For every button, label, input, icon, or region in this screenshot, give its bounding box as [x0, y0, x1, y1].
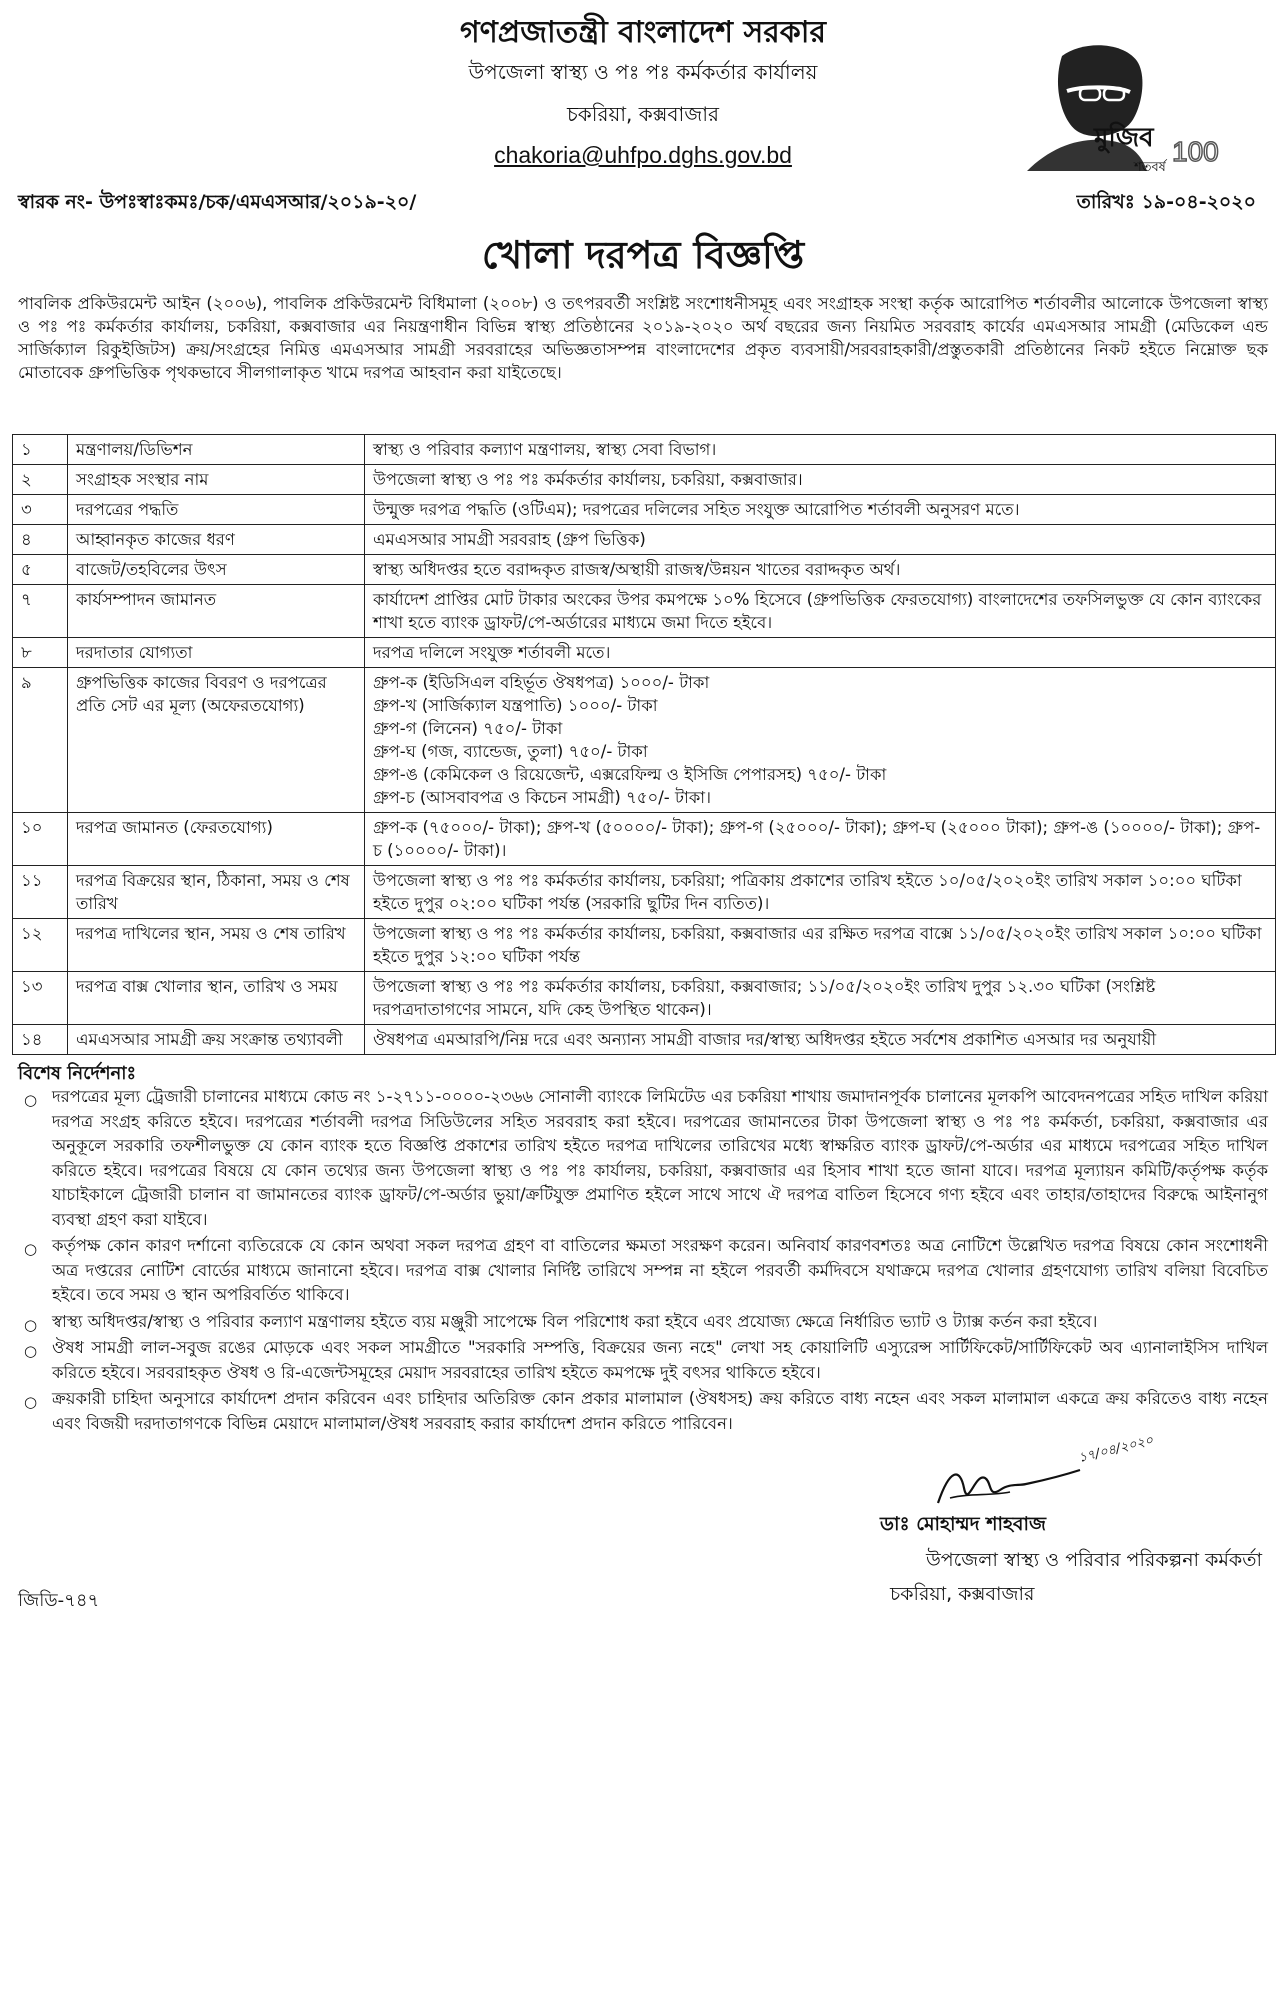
row-value-line: গ্রুপ-ক (ইডিসিএল বহির্ভূত ঔষধপত্র) ১০০০/- টাকা — [373, 673, 710, 692]
signature-date: ১৭/০৪/২০২০ — [1077, 1433, 1155, 1467]
row-label: মন্ত্রণালয়/ডিভিশন — [68, 435, 365, 465]
instruction-item — [18, 1234, 1268, 1308]
tender-details-table — [12, 434, 1276, 1055]
row-value-line: গ্রুপ-খ (সার্জিক্যাল যন্ত্রপাতি) ১০০০/- টাকা — [373, 696, 658, 715]
row-number: ১০ — [13, 813, 68, 866]
bullet-icon: ○ — [24, 1342, 38, 1360]
officer-name: ডাঃ মোহাম্মদ শাহবাজ — [880, 1513, 1047, 1535]
row-label: বাজেট/তহবিলের উৎস — [68, 555, 365, 585]
logo-script-text: মুজিব — [1094, 123, 1154, 153]
row-value — [365, 525, 1276, 555]
row-value — [365, 435, 1276, 465]
row-value-line: গ্রুপ-গ (লিনেন) ৭৫০/- টাকা — [373, 719, 563, 738]
row-value — [365, 585, 1276, 638]
row-label: আহ্বানকৃত কাজের ধরণ — [68, 525, 365, 555]
officer-designation: উপজেলা স্বাস্থ্য ও পরিবার পরিকল্পনা কর্মকর্তা — [925, 1549, 1262, 1571]
row-value-line: স্বাস্থ্য ও পরিবার কল্যাণ মন্ত্রণালয়, স্বাস্থ্য সেবা বিভাগ। — [373, 440, 717, 459]
row-value-line: উপজেলা স্বাস্থ্য ও পঃ পঃ কর্মকর্তার কার্যালয়, চকরিয়া, কক্সবাজার এর রক্ষিত দরপত্র বাক্সে ১১/০৫/২০২০ইং তারিখ সকাল ১০:০০ ঘটিকা হইতে দুপুর ১২:০০ ঘটিকা পর্যন্ত — [373, 924, 1262, 966]
row-value-line: গ্রুপ-চ (আসবাবপত্র ও কিচেন সামগ্রী) ৭৫০/- টাকা। — [373, 788, 711, 807]
row-number: ৯ — [13, 668, 68, 813]
row-value — [365, 919, 1276, 972]
row-value-line: ঔষধপত্র এমআরপি/নিম্ন দরে এবং অন্যান্য সামগ্রী বাজার দর/স্বাস্থ্য অধিদপ্তর হইতে সর্বশেষ প্রকাশিত এসআর দর অনুযায়ী — [373, 1030, 1157, 1049]
row-value-line: দরপত্র দলিলে সংযুক্ত শর্তাবলী মতে। — [373, 643, 611, 662]
table-row — [13, 585, 1276, 638]
row-label: দরপত্র জামানত (ফেরতযোগ্য) — [68, 813, 365, 866]
table-row — [13, 972, 1276, 1025]
table-row — [13, 465, 1276, 495]
bullet-icon: ○ — [24, 1091, 38, 1109]
government-title: গণপ্রজাতন্ত্রী বাংলাদেশ সরকার — [460, 15, 826, 50]
special-instructions-list — [18, 1085, 1268, 1438]
row-label: গ্রুপভিত্তিক কাজের বিবরণ ও দরপত্রের প্রতি সেট এর মূল্য (অফেরতযোগ্য) — [68, 668, 365, 813]
instruction-text: স্বাস্থ্য অধিদপ্তর/স্বাস্থ্য ও পরিবার কল্যাণ মন্ত্রণালয় হইতে ব্যয় মঞ্জুরী সাপেক্ষে বিল পরিশোধ করা হইবে এবং প্রযোজ্য ক্ষেত্রে নির্ধারিত ভ্যাট ও ট্যাক্স কর্তন করা হইবে। — [52, 1311, 1098, 1331]
row-number: ১২ — [13, 919, 68, 972]
row-value-line: গ্রুপ-ঘ (গজ, ব্যান্ডেজ, তুলা) ৭৫০/- টাকা — [373, 742, 648, 761]
instruction-text: ঔষধ সামগ্রী লাল-সবুজ রঙের মোড়কে এবং সকল সামগ্রীতে "সরকারি সম্পত্তি, বিক্রয়ের জন্য নহে" লেখা সহ কোয়ালিটি এস্যুরেন্স সার্টিফিকেট/সার্টিফিকেট অব এ্যানালাইসিস দাখিল করিতে হইবে। সরবরাহকৃত ঔষধ ও রি-এজেন্টসমূহের মেয়াদ সরবরাহের তারিখ হইতে কমপক্ষে দুই বৎসর থাকিতে হইবে। — [52, 1338, 1268, 1382]
logo-caption: শতবর্ষ — [1134, 160, 1166, 175]
row-value — [365, 866, 1276, 919]
row-value-line: গ্রুপ-ক (৭৫০০০/- টাকা); গ্রুপ-খ (৫০০০০/- টাকা); গ্রুপ-গ (২৫০০০/- টাকা); গ্রুপ-ঘ (২৫০০০ টাকা); গ্রুপ-ঙ (১০০০০/- টাকা); গ্রুপ-চ (১০০০০/- টাকা)। — [373, 818, 1261, 860]
special-instructions-heading: বিশেষ নির্দেশনাঃ — [18, 1063, 137, 1084]
instruction-text: কর্তৃপক্ষ কোন কারণ দর্শানো ব্যতিরেকে যে কোন অথবা সকল দরপত্র গ্রহণ বা বাতিলের ক্ষমতা সংরক্ষণ করেন। অনিবার্য কারণবশতঃ অত্র নোটিশে উল্লেখিত দরপত্র বিষয়ে কোন সংশোধনী অত্র দপ্তরের নোটিশ বোর্ডের মাধ্যমে জানানো হইবে। দরপত্র বাক্স খোলার নির্দিষ্ট তারিখে সম্পন্ন না হইলে পরবর্তী কর্মদিবসে যথাক্রমে দরপত্র খোলার গ্রহণযোগ্য তারিখ বলিয়া বিবেচিত হইবে। তবে সময় ও স্থান অপরিবর্তিত থাকিবে। — [52, 1236, 1268, 1304]
row-value — [365, 638, 1276, 668]
row-value-line: গ্রুপ-ঙ (কেমিকেল ও রিয়েজেন্ট, এক্সরেফিল্ম ও ইসিজি পেপারসহ) ৭৫০/- টাকা — [373, 765, 887, 784]
row-label: এমএসআর সামগ্রী ক্রয় সংক্রান্ত তথ্যাবলী — [68, 1025, 365, 1055]
issue-date: তারিখঃ ১৯-০৪-২০২০ — [1076, 191, 1256, 213]
row-value-line: স্বাস্থ্য অধিদপ্তর হতে বরাদ্দকৃত রাজস্ব/অস্থায়ী রাজস্ব/উন্নয়ন খাতের বরাদ্দকৃত অর্থ। — [373, 560, 901, 579]
row-label: কার্যসম্পাদন জামানত — [68, 585, 365, 638]
logo-number: 100 — [1172, 136, 1219, 167]
bullet-icon: ○ — [24, 1240, 38, 1258]
instruction-text: ক্রয়কারী চাহিদা অনুসারে কার্যাদেশ প্রদান করিবেন এবং চাহিদার অতিরিক্ত কোন প্রকার মালামাল (ঔষধসহ) ক্রয় করিতে বাধ্য নহেন এবং সকল মালামাল একত্রে ক্রয় করিতেও বাধ্য নহেন এবং বিজয়ী দরদাতাগণকে বিভিন্ন মেয়াদে মালামাল/ঔষধ সরবরাহ করার কার্যাদেশ প্রদান করিতে পারিবেন। — [52, 1389, 1268, 1433]
row-label: সংগ্রাহক সংস্থার নাম — [68, 465, 365, 495]
row-value-line: উপজেলা স্বাস্থ্য ও পঃ পঃ কর্মকর্তার কার্যালয়, চকরিয়া, কক্সবাজার; ১১/০৫/২০২০ইং তারিখ দুপুর ১২.৩০ ঘটিকা (সংশ্লিষ্ট দরপত্রদাতাগণের সামনে, যদি কেহ উপস্থিত থাকেন)। — [373, 977, 1156, 1019]
row-label: দরপত্র বিক্রয়ের স্থান, ঠিকানা, সময় ও শেষ তারিখ — [68, 866, 365, 919]
row-number: ৮ — [13, 638, 68, 668]
instruction-item — [18, 1387, 1268, 1436]
row-value-line: এমএসআর সামগ্রী সরবরাহ (গ্রুপ ভিত্তিক) — [373, 530, 646, 549]
memo-number: স্বারক নং- উপঃস্বাঃকমঃ/চক/এমএসআর/২০১৯-২০/ — [18, 191, 417, 213]
row-value — [365, 495, 1276, 525]
table-row — [13, 1025, 1276, 1055]
row-value — [365, 465, 1276, 495]
table-row — [13, 555, 1276, 585]
row-number: ২ — [13, 465, 68, 495]
row-value — [365, 972, 1276, 1025]
row-value — [365, 1025, 1276, 1055]
row-value-line: কার্যাদেশ প্রাপ্তির মোট টাকার অংকের উপর কমপক্ষে ১০% হিসেবে (গ্রুপভিত্তিক ফেরতযোগ্য) বাংলাদেশের তফসিলভুক্ত যে কোন ব্যাংকের শাখা হতে ব্যাংক ড্রাফট/পে-অর্ডারের মাধ্যমে জমা দিতে হইবে। — [373, 590, 1262, 632]
table-row — [13, 525, 1276, 555]
row-number: ৩ — [13, 495, 68, 525]
table-row — [13, 668, 1276, 813]
instruction-item — [18, 1085, 1268, 1232]
table-row — [13, 435, 1276, 465]
table-row — [13, 866, 1276, 919]
reference-code: জিডি-৭৪৭ — [18, 1590, 100, 1611]
row-value-line: উন্মুক্ত দরপত্র পদ্ধতি (ওটিএম); দরপত্রের দলিলের সহিত সংযুক্ত আরোপিত শর্তাবলী অনুসরণ মতে। — [373, 500, 1020, 519]
row-label: দরদাতার যোগ্যতা — [68, 638, 365, 668]
office-email[interactable]: chakoria@uhfpo.dghs.gov.bd — [494, 142, 792, 168]
bullet-icon: ○ — [24, 1315, 38, 1334]
row-number: ১৪ — [13, 1025, 68, 1055]
row-number: ১ — [13, 435, 68, 465]
row-value — [365, 668, 1276, 813]
row-value-line: উপজেলা স্বাস্থ্য ও পঃ পঃ কর্মকর্তার কার্যালয়, চকরিয়া; পত্রিকায় প্রকাশের তারিখ হইতে ১০/০৫/২০২০ইং তারিখ সকাল ১০:০০ ঘটিকা হইতে দুপুর ০২:০০ ঘটিকা পর্যন্ত (সরকারি ছুটির দিন ব্যতিত)। — [373, 871, 1242, 913]
intro-paragraph: পাবলিক প্রকিউরমেন্ট আইন (২০০৬), পাবলিক প্রকিউরমেন্ট বিধিমালা (২০০৮) ও তৎপরবর্তী সংশ্লিষ্ট সংশোধনীসমূহ এবং সংগ্রাহক সংস্থা কর্তৃক আরোপিত শর্তাবলীর আলোকে উপজেলা স্বাস্থ্য ও পঃ পঃ কর্মকর্তার কার্যালয়, চকরিয়া, কক্সবাজার এর নিয়ন্ত্রণাধীন বিভিন্ন স্বাস্থ্য প্রতিষ্ঠানের ২০১৯-২০২০ অর্থ বছরের জন্য নিয়মিত সরবরাহ কার্যের এমএসআর সামগ্রী (মেডিকেল এন্ড সার্জিক্যাল রিকুইজিটস) ক্রয়/সংগ্রহের নিমিত্ত এমএসআর সামগ্রী সরবরাহের অভিজ্ঞতাসম্পন্ন বাংলাদেশের প্রকৃত ব্যবসায়ী/সরবরাহকারী/প্রস্তুতকারী প্রতিষ্ঠানের নিকট হইতে নিম্নোক্ত ছক মোতাবেক গ্রুপভিত্তিক পৃথকভাবে সীলগালাকৃত খামে দরপত্র আহবান করা যাইতেছে। — [18, 294, 1268, 382]
row-number: ৪ — [13, 525, 68, 555]
table-row — [13, 638, 1276, 668]
row-label: দরপত্র দাখিলের স্থান, সময় ও শেষ তারিখ — [68, 919, 365, 972]
row-value-line: উপজেলা স্বাস্থ্য ও পঃ পঃ কর্মকর্তার কার্যালয়, চকরিয়া, কক্সবাজার। — [373, 470, 803, 489]
instruction-item — [18, 1336, 1268, 1385]
instruction-item — [18, 1310, 1268, 1335]
row-value — [365, 813, 1276, 866]
row-number: ৫ — [13, 555, 68, 585]
row-number: ১১ — [13, 866, 68, 919]
table-row — [13, 919, 1276, 972]
row-number: ১৩ — [13, 972, 68, 1025]
row-label: দরপত্র বাক্স খোলার স্থান, তারিখ ও সময় — [68, 972, 365, 1025]
notice-title: খোলা দরপত্র বিজ্ঞপ্তি — [481, 233, 805, 277]
row-value — [365, 555, 1276, 585]
instruction-text: দরপত্রের মূল্য ট্রেজারী চালানের মাধ্যমে কোড নং ১-২৭১১-০০০০-২৩৬৬ সোনালী ব্যাংকে লিমিটেড এর চকরিয়া শাখায় জমাদানপূর্বক চালানের মূলকপি আবেদনপত্রের সহিত দাখিল করিয়া দরপত্র সংগ্রহ করিতে হইবে। দরপত্রের শর্তাবলী দরপত্র সিডিউলের সহিত সরবরাহ করা হইবে। দরপত্রের জামানতের টাকা উপজেলা স্বাস্থ্য ও পঃ পঃ কর্মকর্তা, চকরিয়া, কক্সবাজার এর অনুকূলে সরকারি তফশীলভুক্ত যে কোন ব্যাংক হতে বিজ্ঞপ্তি প্রকাশের তারিখ হইতে দরপত্র দাখিলের তারিখের মধ্যে স্বাক্ষরিত ব্যাংক ড্রাফট/পে-অর্ডার এর মাধ্যমে দরপত্রের সহিত দাখিল করিতে হইবে। দরপত্রের বিষয়ে যে কোন তথ্যের জন্য উপজেলা স্বাস্থ্য ও পঃ পঃ কার্যালয়, চকরিয়া, কক্সবাজার এর হিসাব শাখা হতে জানা যাবে। দরপত্র মূল্যায়ন কমিটি/কর্তৃপক্ষ কর্তৃক যাচাইকালে ট্রেজারী চালান বা জামানতের ব্যাংক ড্রাফট/পে-অর্ডার ভুয়া/ক্রটিযুক্ত প্রমাণিত হইলে সাথে সাথে ঐ দরপত্র বাতিল হিসেবে গণ্য হইবে এবং তাহার/তাহাদের বিরুদ্ধে আইনানুগ ব্যবস্থা গ্রহণ করা যাইবে। — [52, 1087, 1268, 1229]
table-row — [13, 495, 1276, 525]
officer-place: চকরিয়া, কক্সবাজার — [890, 1583, 1035, 1605]
table-row — [13, 813, 1276, 866]
row-number: ৭ — [13, 585, 68, 638]
bullet-icon: ○ — [24, 1393, 38, 1411]
office-location: চকরিয়া, কক্সবাজার — [566, 102, 720, 126]
mujib-centenary-logo — [1022, 36, 1222, 176]
row-label: দরপত্রের পদ্ধতি — [68, 495, 365, 525]
office-name: উপজেলা স্বাস্থ্য ও পঃ পঃ কর্মকর্তার কার্যালয় — [468, 60, 818, 84]
